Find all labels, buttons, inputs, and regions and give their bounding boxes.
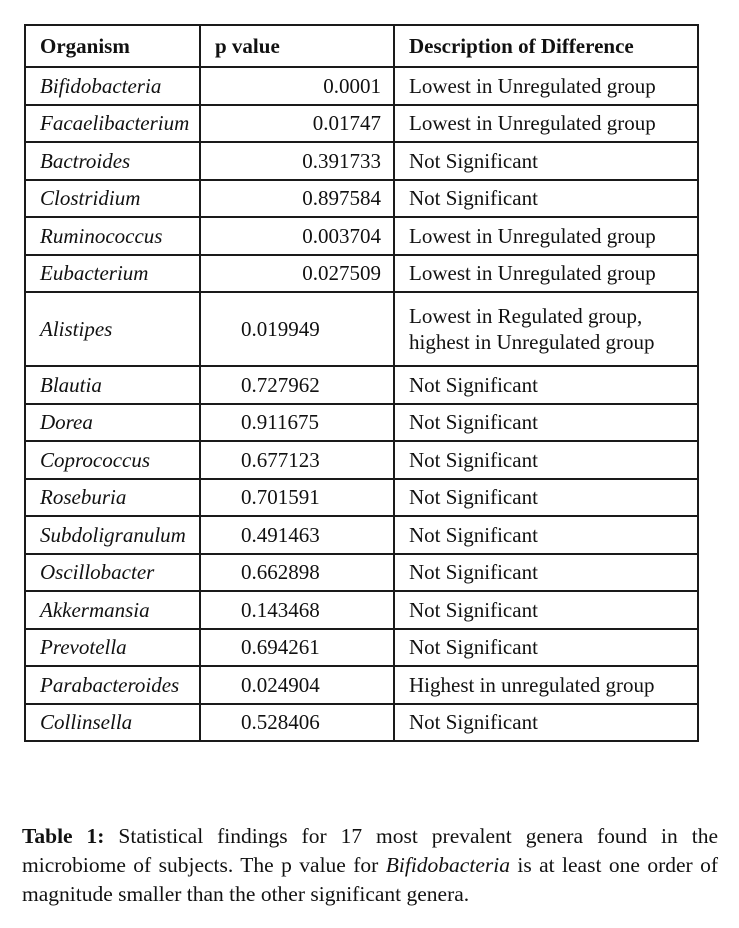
p-value-cell: 0.003704 (200, 217, 394, 255)
table-row (25, 142, 698, 180)
description-line: highest in Unregulated group (409, 330, 655, 354)
table-row (25, 479, 698, 517)
table-row (25, 516, 698, 554)
description-cell: Lowest in Unregulated group (394, 217, 698, 255)
findings-table (24, 24, 699, 742)
table-row (25, 366, 698, 404)
description-cell: Not Significant (394, 441, 698, 479)
description-cell: Not Significant (394, 629, 698, 667)
header-organism: Organism (25, 25, 200, 67)
organism-cell: Oscillobacter (25, 554, 200, 592)
description-cell (394, 292, 698, 366)
description-cell: Not Significant (394, 180, 698, 218)
table-row (25, 704, 698, 742)
description-cell: Lowest in Unregulated group (394, 67, 698, 105)
table-row (25, 105, 698, 143)
description-cell: Not Significant (394, 516, 698, 554)
organism-cell: Bactroides (25, 142, 200, 180)
p-value-cell: 0.391733 (200, 142, 394, 180)
table-row (25, 217, 698, 255)
organism-cell: Facaelibacterium (25, 105, 200, 143)
description-cell: Not Significant (394, 591, 698, 629)
organism-cell: Prevotella (25, 629, 200, 667)
description-cell: Not Significant (394, 404, 698, 442)
organism-cell: Subdoligranulum (25, 516, 200, 554)
description-cell: Lowest in Unregulated group (394, 255, 698, 293)
table-row (25, 629, 698, 667)
description-cell: Not Significant (394, 704, 698, 742)
description-cell: Not Significant (394, 554, 698, 592)
header-p-value: p value (200, 25, 394, 67)
organism-cell: Parabacteroides (25, 666, 200, 704)
description-cell: Lowest in Unregulated group (394, 105, 698, 143)
table-caption (22, 822, 718, 909)
p-value-cell: 0.701591 (200, 479, 394, 517)
organism-cell: Blautia (25, 366, 200, 404)
p-value-cell: 0.01747 (200, 105, 394, 143)
p-value-cell: 0.027509 (200, 255, 394, 293)
caption-text-before: Statistical findings for 17 most prevalent genera found in the microbiome of subjects. The p value for (22, 824, 718, 877)
header-description: Description of Difference (394, 25, 698, 67)
table-row (25, 292, 698, 366)
organism-cell: Dorea (25, 404, 200, 442)
p-value-cell: 0.911675 (200, 404, 394, 442)
organism-cell: Clostridium (25, 180, 200, 218)
table-row (25, 255, 698, 293)
organism-cell: Alistipes (25, 292, 200, 366)
p-value-cell: 0.0001 (200, 67, 394, 105)
p-value-cell: 0.491463 (200, 516, 394, 554)
description-cell: Not Significant (394, 366, 698, 404)
description-cell: Highest in unregulated group (394, 666, 698, 704)
table-row (25, 591, 698, 629)
description-cell: Not Significant (394, 479, 698, 517)
table-row (25, 441, 698, 479)
organism-cell: Coprococcus (25, 441, 200, 479)
p-value-cell: 0.897584 (200, 180, 394, 218)
description-cell: Not Significant (394, 142, 698, 180)
organism-cell: Roseburia (25, 479, 200, 517)
caption-text-after: is at least one order of magnitude smaller than the other significant genera. (22, 853, 718, 906)
caption-label: Table 1: (22, 824, 105, 848)
p-value-cell: 0.727962 (200, 366, 394, 404)
organism-cell: Akkermansia (25, 591, 200, 629)
p-value-cell: 0.662898 (200, 554, 394, 592)
table-row (25, 666, 698, 704)
p-value-cell: 0.677123 (200, 441, 394, 479)
table-header-row (25, 25, 698, 67)
table-row (25, 554, 698, 592)
organism-cell: Ruminococcus (25, 217, 200, 255)
caption-italic-term: Bifidobacteria (385, 853, 510, 877)
p-value-cell: 0.694261 (200, 629, 394, 667)
table-row (25, 67, 698, 105)
organism-cell: Eubacterium (25, 255, 200, 293)
p-value-cell: 0.024904 (200, 666, 394, 704)
table-row (25, 180, 698, 218)
table-row (25, 404, 698, 442)
p-value-cell: 0.019949 (200, 292, 394, 366)
description-line: Lowest in Regulated group, (409, 303, 643, 328)
p-value-cell: 0.143468 (200, 591, 394, 629)
organism-cell: Collinsella (25, 704, 200, 742)
p-value-cell: 0.528406 (200, 704, 394, 742)
findings-table-container (24, 24, 697, 742)
organism-cell: Bifidobacteria (25, 67, 200, 105)
